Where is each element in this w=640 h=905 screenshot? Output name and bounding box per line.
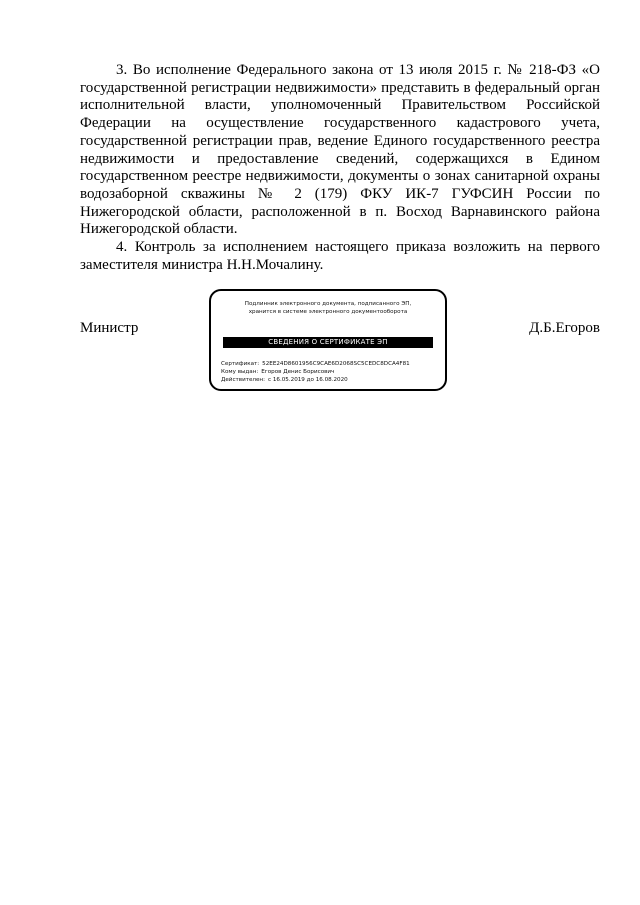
document-body <box>80 62 600 274</box>
issued-to-row <box>221 368 437 376</box>
certificate-value: 52EE24D8601956C9CAE6D2068SC5CEDC8DCA4F81 <box>262 361 410 367</box>
stamp-title-bar: СВЕДЕНИЯ О СЕРТИФИКАТЕ ЭП <box>223 337 433 348</box>
valid-value: с 16.05.2019 до 16.08.2020 <box>267 377 348 384</box>
valid-label: Действителен: <box>221 377 265 384</box>
stamp-header-line-1: Подлинник электронного документа, подписанного ЭП, <box>244 301 412 307</box>
stamp-details <box>221 360 437 385</box>
certificate-label: Сертификат: <box>221 361 260 367</box>
stamp-header-line-2: хранится в системе электронного документооборота <box>248 309 408 315</box>
issued-to-label: Кому выдан: <box>221 369 259 376</box>
paragraph-3: 3. Во исполнение Федерального закона от 13 июля 2015 г. № 218-ФЗ «О государственной регистрации недвижимости» представить в федеральный орган исполнительной власти, уполномоченный Правительством Российской Федерации на осуществление государственного кадастрового учета, государственной регистрации прав, ведение Единого государственного реестра недвижимости и предоставление сведений, содержащихся в Едином государственном реестре недвижимости, документы о зонах санитарной охраны водозаборной скважины № 2 (179) ФКУ ИК-7 ГУФСИН России по Нижегородской области, расположенной в п. Восход Варнавинского района Нижегородской области. <box>80 62 600 238</box>
stamp-header <box>219 300 437 316</box>
signer-position: Министр <box>80 320 139 336</box>
electronic-signature-stamp <box>209 289 447 391</box>
paragraph-4: 4. Контроль за исполнением настоящего приказа возложить на первого заместителя министра Н.Н.Мочалину. <box>80 239 600 273</box>
certificate-row <box>221 360 437 368</box>
signer-name: Д.Б.Егоров <box>529 320 600 336</box>
valid-row <box>221 376 437 384</box>
issued-to-value: Егоров Денис Борисович <box>261 369 335 376</box>
